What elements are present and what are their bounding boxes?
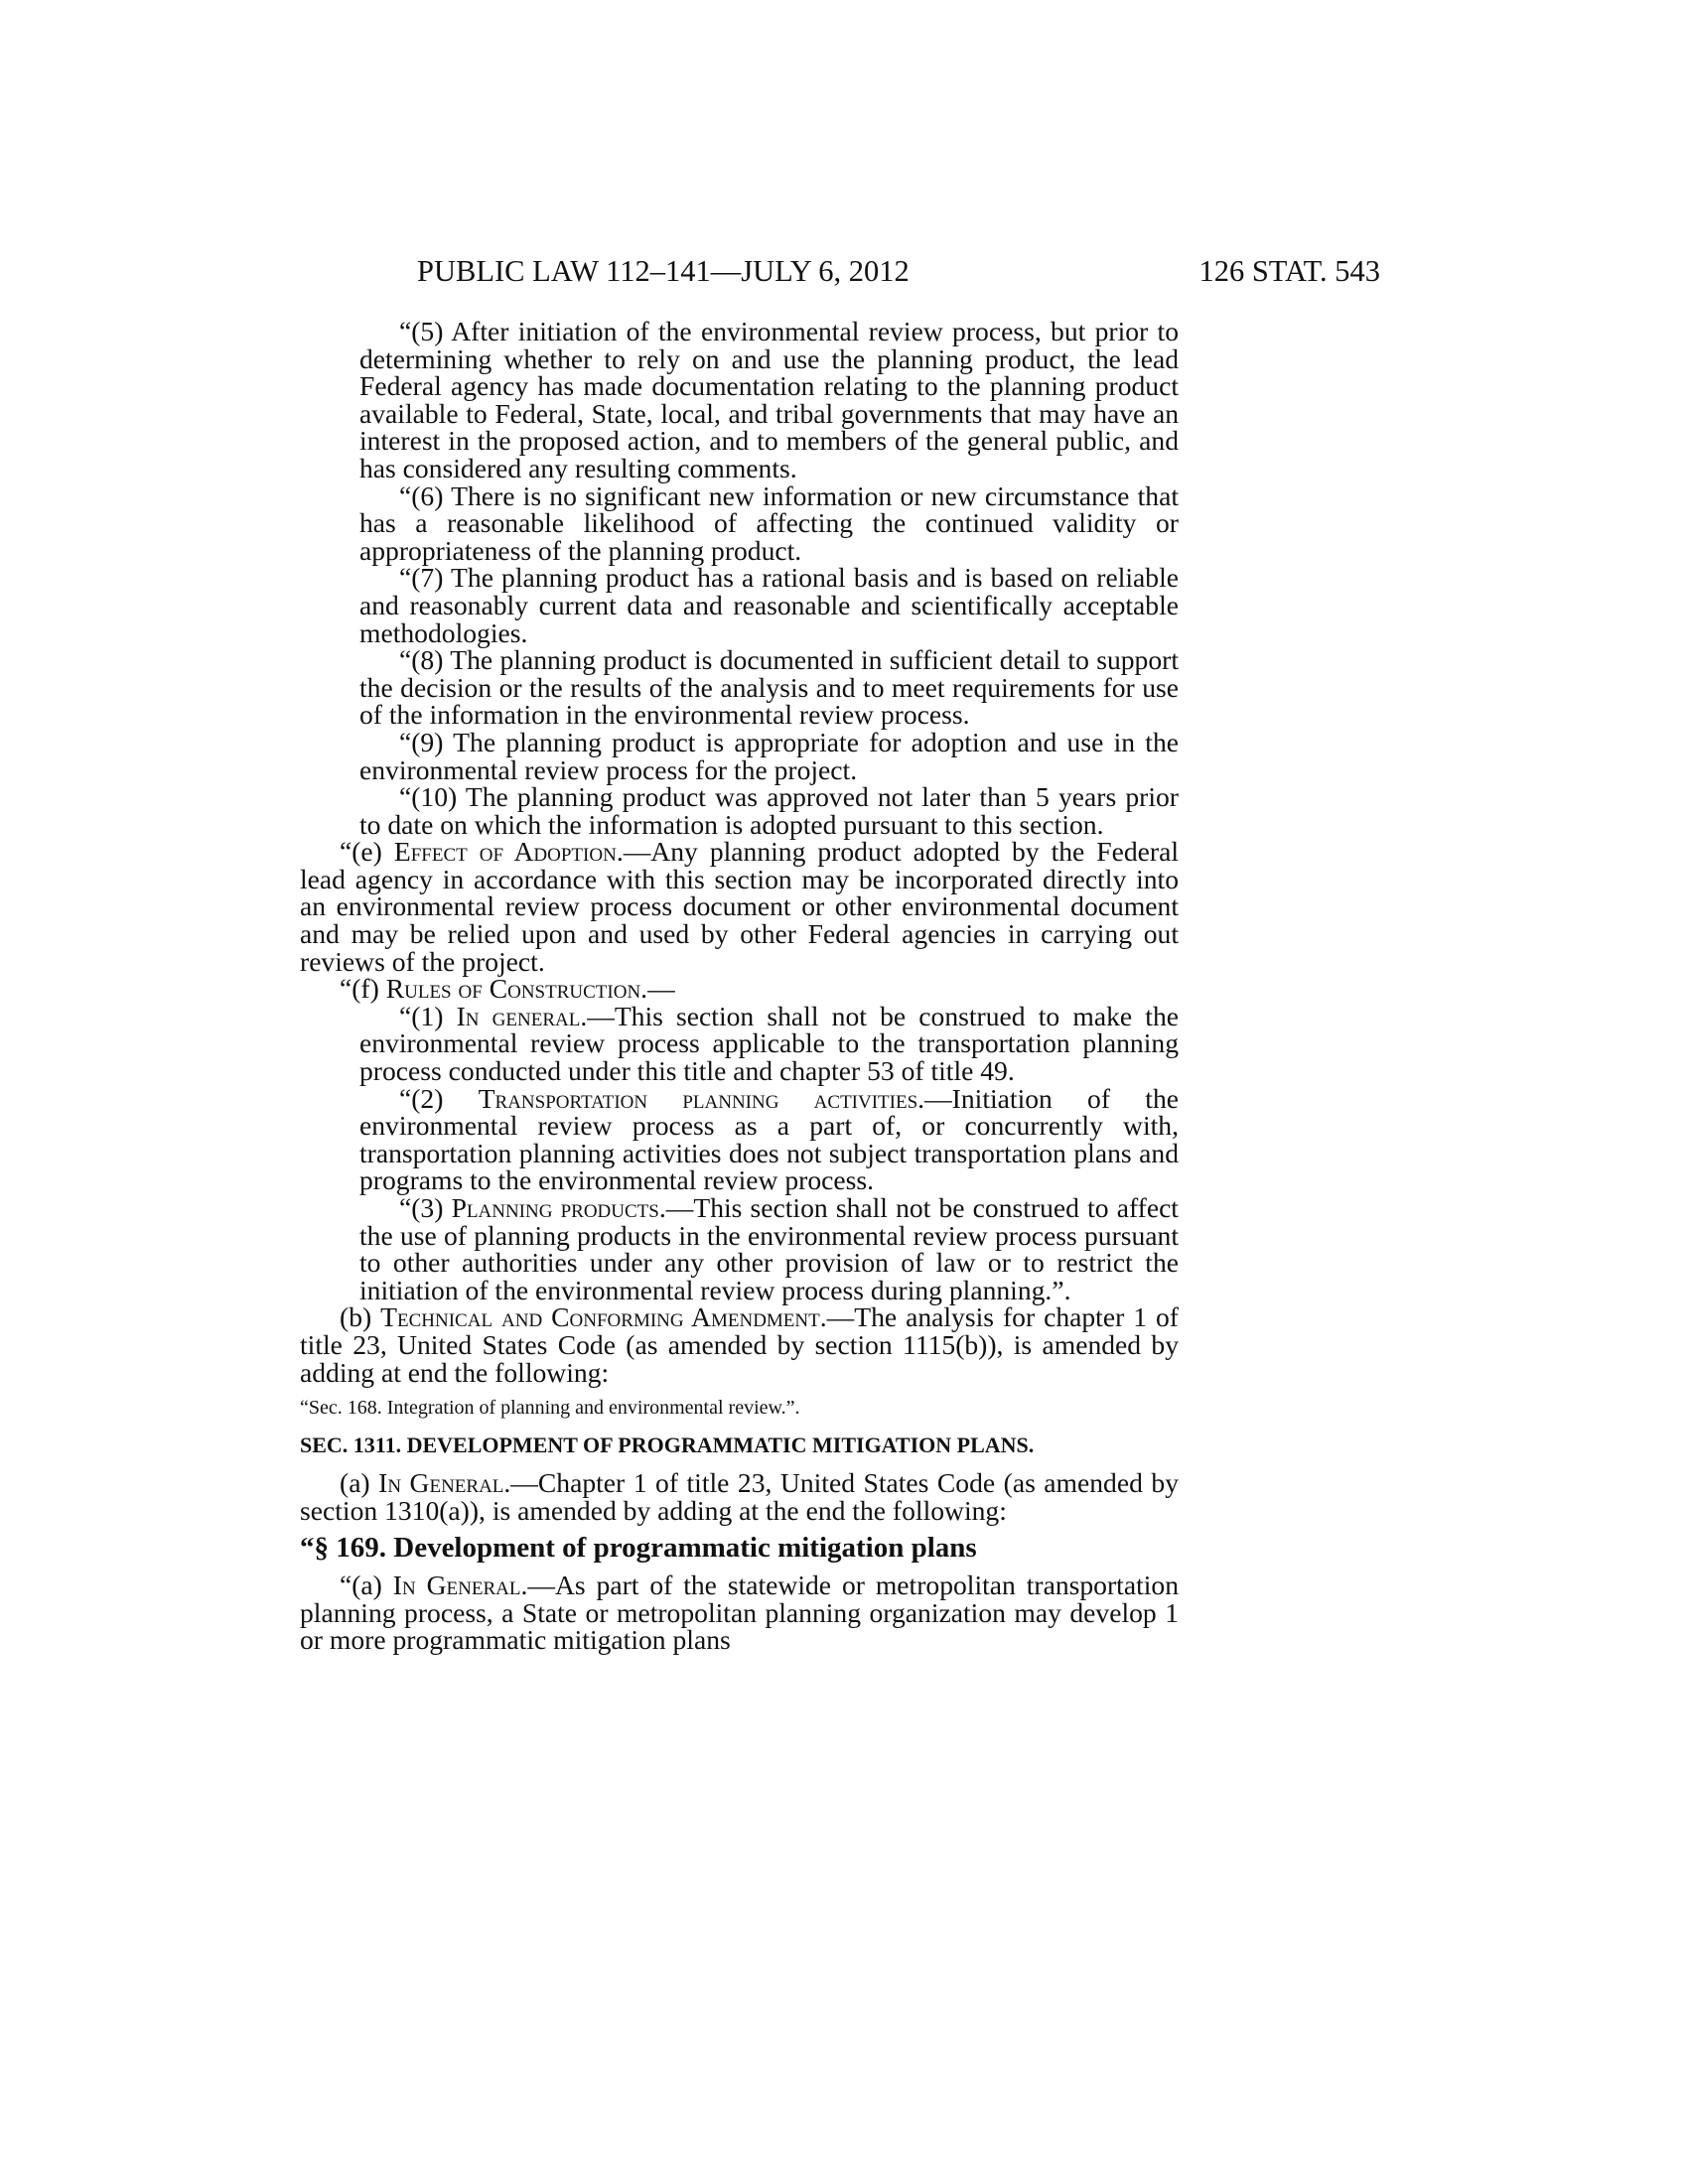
section-169-subsection-a [300,1571,1179,1654]
subsection-a-prefix: (a) [340,1467,379,1499]
subsection-f-prefix: “(f) [340,973,386,1005]
subsection-a-heading: In General [378,1467,504,1499]
f1-heading: In general [456,1000,581,1031]
running-head-title: PUBLIC LAW 112–141—JULY 6, 2012 [417,254,910,288]
qa-text: .—As part of the statewide or metropolitan transportation planning process, a State or metropolitan planning organization may develop 1 or more programmatic mitigation plans [300,1570,1179,1656]
subsection-b [300,1303,1179,1386]
table-of-sections-entry: “Sec. 168. Integration of planning and environmental review.”. [300,1397,800,1420]
qa-heading: In General [392,1570,521,1601]
subsection-e-heading: Effect of Adoption [393,836,617,868]
f3-heading: Planning products [451,1192,659,1223]
f1-prefix: “(1) [399,1000,457,1031]
subsection-e [300,838,1179,975]
qa-prefix: “(a) [340,1570,393,1601]
subsection-b-prefix: (b) [340,1301,381,1333]
paragraph-6: “(6) There is no significant new information or new circumstance that has a reasonable likelihood of affecting the continued validity or appropriateness of the planning product. [359,479,1179,566]
f2-prefix: “(2) [399,1082,479,1114]
document-body [300,318,1179,1654]
subsection-a [300,1469,1179,1524]
subsection-f [300,975,1179,1003]
f2-heading: Transportation planning activities [478,1082,918,1114]
subsection-f-3 [300,1194,1179,1303]
page-number: 126 STAT. 543 [1198,254,1380,288]
subsection-e-prefix: “(e) [340,836,394,868]
paragraph-5: “(5) After initiation of the environmental review process, but prior to determining whether to rely on and use the planning product, the lead Federal agency has made documentation relating to the planning product available to Federal, State, local, and tribal governments that may have an interest in the proposed action, and to members of the general public, and has considered any resulting comments. [359,316,1179,483]
f3-prefix: “(3) [399,1192,452,1223]
f3-text: .—This section shall not be construed to affect the use of planning products in the environmental review process pursuant to other authorities under any other provision of law or to restrict the initiation of the environmental review process during planning.”. [359,1192,1179,1305]
paragraph-8: “(8) The planning product is documented in sufficient detail to support the decision or the results of the analysis and to meet requirements for use of the information in the environmental review process. [359,644,1179,731]
paragraph-7: “(7) The planning product has a rational basis and is based on reliable and reasonably current data and reasonable and scientifically acceptable methodologies. [359,562,1179,648]
subsection-f-dash: .— [640,973,675,1005]
subsection-e-text: .—Any planning product adopted by the Federal lead agency in accordance with this section may be incorporated directly into an environmental review process document or other environmental document and may be relied upon and used by other Federal agencies in carrying out reviews of the project. [300,836,1180,977]
subsection-f-heading: Rules of Construction [385,973,641,1005]
f2-text: .—Initiation of the environmental review process as a part of, or concurrently with, transportation planning activities does not subject transportation plans and programs to the environmental review process. [359,1082,1179,1196]
section-1311-heading: SEC. 1311. DEVELOPMENT OF PROGRAMMATIC MITIGATION PLANS. [300,1432,1035,1457]
subsection-f-2 [300,1082,1179,1196]
f1-text: .—This section shall not be construed to make the environmental review process applicable to the transportation planning process conducted under this title and chapter 53 of title 49. [359,1000,1179,1087]
paragraph-9: “(9) The planning product is appropriate for adoption and use in the environmental review process for the project. [359,726,1179,785]
paragraph-10: “(10) The planning product was approved not later than 5 years prior to date on which the information is adopted pursuant to this section. [359,781,1179,840]
page-header [417,251,1380,291]
subsection-b-text: .—The analysis for chapter 1 of title 23, United States Code (as amended by section 1115(b)), is amended by adding at end the following: [300,1301,1179,1388]
subsection-b-heading: Technical and Conforming Amendment [380,1301,820,1333]
section-169-heading: “§ 169. Development of programmatic mitigation plans [300,1531,977,1564]
subsection-f-1 [300,1000,1179,1087]
subsection-a-text: .—Chapter 1 of title 23, United States Code (as amended by section 1310(a)), is amended by adding at the end the following: [300,1467,1179,1526]
